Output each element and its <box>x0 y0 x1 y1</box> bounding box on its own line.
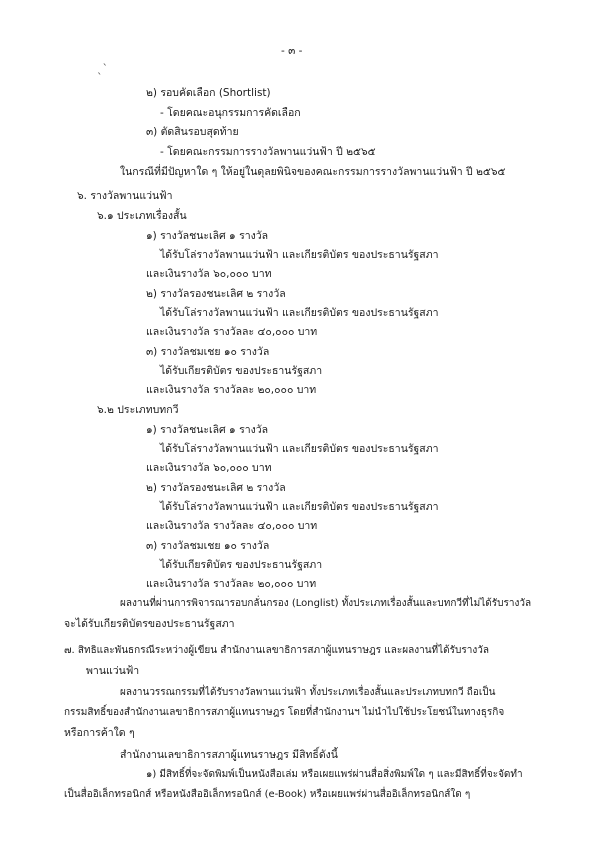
section7-para1-line2: กรรมสิทธิ์ของสำนักงานเลขาธิการสภาผู้แทนราษฎร โดยที่สำนักงานฯ ไม่นำไปใช้ประโยชน์ในทางธุรกิจ <box>64 707 505 718</box>
ss-winner-title: ๑) รางวัลชนะเลิศ ๑ รางวัล <box>146 230 269 242</box>
section6-heading: ๖. รางวัลพานแว่นฟ้า <box>77 190 173 202</box>
po-runnerup-line2: และเงินรางวัล รางวัลละ ๔๐,๐๐๐ บาท <box>146 520 318 532</box>
po-winner-line1: ได้รับโล่รางวัลพานแว่นฟ้า และเกียรติบัตร ของประธานรัฐสภา <box>160 443 439 455</box>
scan-mark: ˎ` <box>97 62 108 75</box>
section7-para2: สำนักงานเลขาธิการสภาผู้แทนราษฎร มีสิทธิ์ดังนี้ <box>120 749 338 761</box>
po-honorable-line1: ได้รับเกียรติบัตร ของประธานรัฐสภา <box>160 559 323 571</box>
longlist-note-line1: ผลงานที่ผ่านการพิจารณารอบกลั่นกรอง (Longlist) ทั้งประเภทเรื่องสั้นและบทกวีที่ไม่ได้รับรางวัล <box>120 598 532 609</box>
po-honorable-title: ๓) รางวัลชมเชย ๑๐ รางวัล <box>146 540 270 552</box>
section7-para1-line3: หรือการค้าใด ๆ <box>64 727 135 739</box>
round3-detail: - โดยคณะกรรมการรางวัลพานแว่นฟ้า ปี ๒๕๖๕ <box>160 146 376 158</box>
dispute-note: ในกรณีที่มีปัญหาใด ๆ ให้อยู่ในดุลยพินิจของคณะกรรมการรางวัลพานแว่นฟ้า ปี ๒๕๖๕ <box>120 166 506 178</box>
round2-title: ๒) รอบคัดเลือก (Shortlist) <box>146 87 271 99</box>
po-honorable-line2: และเงินรางวัล รางวัลละ ๒๐,๐๐๐ บาท <box>146 578 317 590</box>
ss-runnerup-title: ๒) รางวัลรองชนะเลิศ ๒ รางวัล <box>146 288 286 300</box>
section7-heading-line1: ๗. สิทธิและพันธกรณีระหว่างผู้เขียน สำนักงานเลขาธิการสภาผู้แทนราษฎร และผลงานที่ได้รับรางวัล <box>64 645 489 656</box>
ss-honorable-line2: และเงินรางวัล รางวัลละ ๒๐,๐๐๐ บาท <box>146 384 317 396</box>
ss-honorable-title: ๓) รางวัลชมเชย ๑๐ รางวัล <box>146 346 270 358</box>
section7-heading-line2: พานแว่นฟ้า <box>86 665 140 677</box>
ss-winner-line1: ได้รับโล่รางวัลพานแว่นฟ้า และเกียรติบัตร ของประธานรัฐสภา <box>160 249 439 261</box>
po-runnerup-title: ๒) รางวัลรองชนะเลิศ ๒ รางวัล <box>146 482 286 494</box>
poetry-heading: ๖.๒ ประเภทบทกวี <box>97 404 179 416</box>
round2-detail: - โดยคณะอนุกรรมการคัดเลือก <box>160 107 301 119</box>
section7-item1-line2: เป็นสื่ออิเล็กทรอนิกส์ หรือหนังสืออิเล็กทรอนิกส์ (e-Book) หรือเผยแพร่ผ่านสื่ออิเล็กทรอนิกส์ใด ๆ <box>64 789 471 800</box>
po-winner-line2: และเงินรางวัล ๖๐,๐๐๐ บาท <box>146 462 272 474</box>
longlist-note-line2: จะได้รับเกียรติบัตรของประธานรัฐสภา <box>64 618 235 630</box>
page-number: - ๓ - <box>281 45 303 57</box>
round3-title: ๓) ตัดสินรอบสุดท้าย <box>146 126 239 138</box>
po-runnerup-line1: ได้รับโล่รางวัลพานแว่นฟ้า และเกียรติบัตร ของประธานรัฐสภา <box>160 501 439 513</box>
po-winner-title: ๑) รางวัลชนะเลิศ ๑ รางวัล <box>146 424 269 436</box>
section7-item1-line1: ๑) มีสิทธิ์ที่จะจัดพิมพ์เป็นหนังสือเล่ม หรือเผยแพร่ผ่านสื่อสิ่งพิมพ์ใด ๆ และมีสิทธิ์ที่จะจัดทำ <box>146 769 523 780</box>
ss-honorable-line1: ได้รับเกียรติบัตร ของประธานรัฐสภา <box>160 365 323 377</box>
ss-winner-line2: และเงินรางวัล ๖๐,๐๐๐ บาท <box>146 268 272 280</box>
ss-runnerup-line1: ได้รับโล่รางวัลพานแว่นฟ้า และเกียรติบัตร ของประธานรัฐสภา <box>160 307 439 319</box>
ss-runnerup-line2: และเงินรางวัล รางวัลละ ๔๐,๐๐๐ บาท <box>146 326 318 338</box>
section7-para1-line1: ผลงานวรรณกรรมที่ได้รับรางวัลพานแว่นฟ้า ทั้งประเภทเรื่องสั้นและประเภทบทกวี ถือเป็น <box>120 687 496 698</box>
short-story-heading: ๖.๑ ประเภทเรื่องสั้น <box>97 210 187 222</box>
